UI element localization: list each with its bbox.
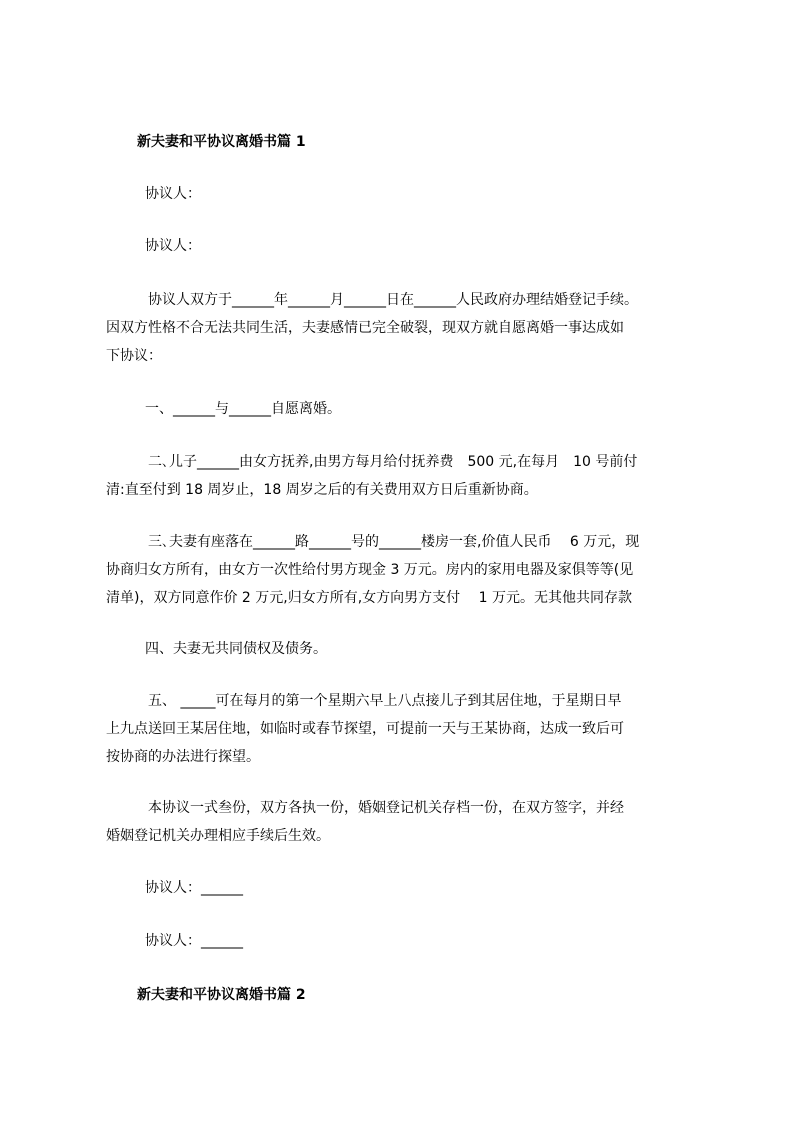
intro-line-3: 下协议： <box>106 348 162 364</box>
clause-1: 一、______与______自愿离婚。 <box>145 401 341 417</box>
signature-party-b: 协议人：______ <box>145 933 243 949</box>
clause-3-line-3: 清单)，双方同意作价 2 万元,归女方所有,女方向男方支付 1 万元。无其他共同存款 <box>106 590 632 606</box>
section-2-title: 新夫妻和平协议离婚书篇 2 <box>137 987 306 1003</box>
clause-3-line-1: 三､夫妻有座落在______路______号的______楼房一套,价值人民币 6 万元，现 <box>148 534 640 550</box>
clause-5-line-2: 上九点送回王某居住地，如临时或春节探望，可提前一天与王某协商，达成一致后可 <box>106 721 624 737</box>
closing-line-2: 婚姻登记机关办理相应手续后生效。 <box>106 828 330 844</box>
party-a-label: 协议人： <box>145 186 201 202</box>
clause-5-line-1: 五、 _____可在每月的第一个星期六早上八点接儿子到其居住地，于星期日早 <box>148 693 622 709</box>
signature-party-a: 协议人：______ <box>145 880 243 896</box>
clause-2-line-1: 二､儿子______由女方抚养,由男方每月给付抚养费 500 元,在每月 10 号前付 <box>148 454 638 470</box>
closing-line-1: 本协议一式叁份，双方各执一份，婚姻登记机关存档一份，在双方签字，并经 <box>148 800 624 816</box>
clause-3-line-2: 协商归女方所有，由女方一次性给付男方现金 3 万元。房内的家用电器及家俱等等(见 <box>106 562 634 578</box>
intro-line-2: 因双方性格不合无法共同生活，夫妻感情已完全破裂，现双方就自愿离婚一事达成如 <box>106 320 624 336</box>
intro-line-1: 协议人双方于______年______月______日在______人民政府办理结婚登记手续。 <box>148 292 638 308</box>
clause-4: 四、夫妻无共同债权及债务。 <box>145 641 327 657</box>
clause-5-line-3: 按协商的办法进行探望。 <box>106 749 260 765</box>
party-b-label: 协议人： <box>145 238 201 254</box>
clause-2-line-2: 清:直至付到 18 周岁止，18 周岁之后的有关费用双方日后重新协商。 <box>106 482 538 498</box>
section-1-title: 新夫妻和平协议离婚书篇 1 <box>137 134 306 150</box>
